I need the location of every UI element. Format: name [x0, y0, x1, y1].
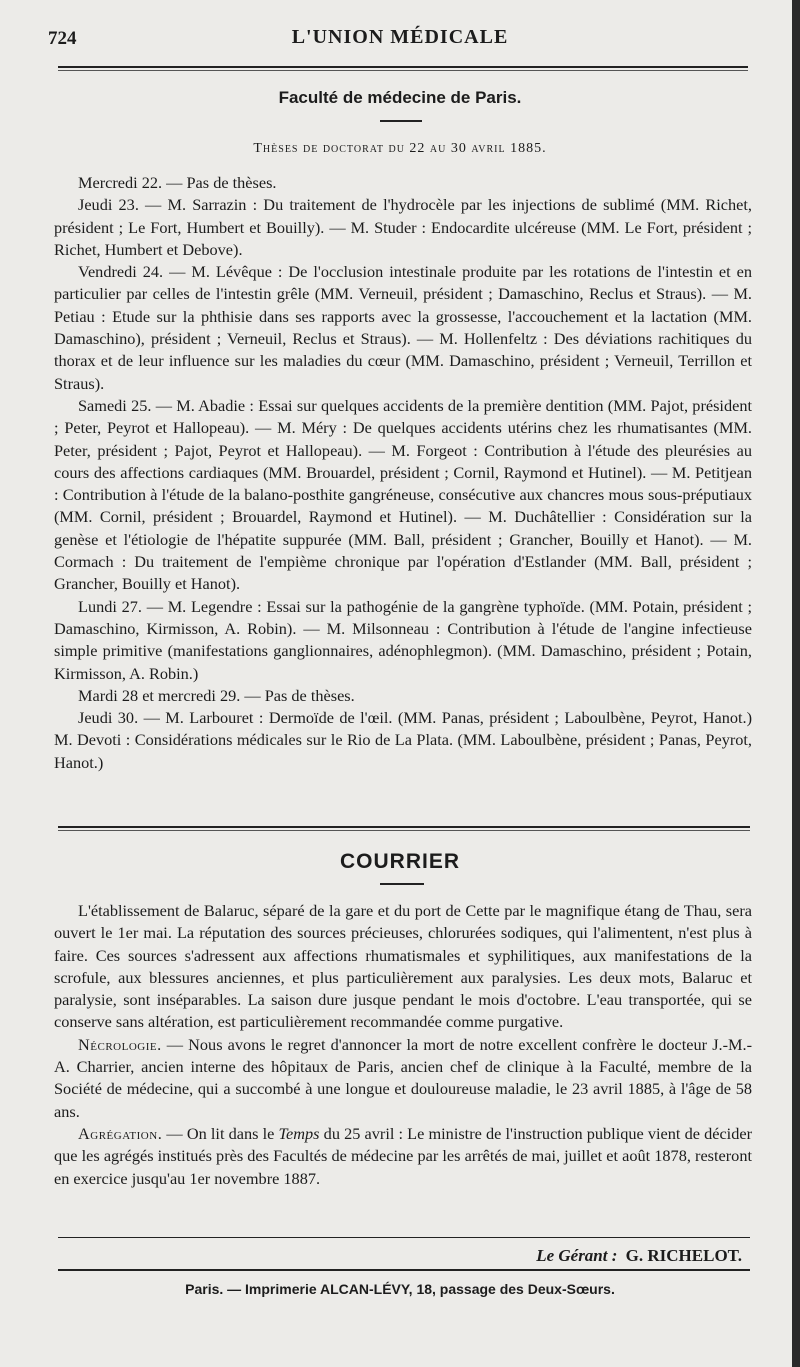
- faculte-title-rule: [380, 120, 422, 122]
- courrier-title: COURRIER: [339, 850, 460, 873]
- necrologie-text: — Nous avons le regret d'annoncer la mort de notre excellent confrère le docteur J.-M.-A. Charrier, ancien interne des hôpitaux de Paris, ancien chef de clinique à la Faculté, membre de la Société de médecine, qui a succombé à une longue et douloureuse maladie, le 23 avril 1885, à l'âge de 58 ans.: [54, 1034, 752, 1121]
- header-rule-thin: [58, 70, 748, 71]
- thesis-entry: Samedi 25. — M. Abadie : Essai sur quelques accidents de la première dentition (MM. Pajot, président ; Peter, Peyrot et Hallopeau). — M. Méry : De quelques accidents utérins chez les rhumatisantes (MM. Peter, président ; Pajot, Peyrot et Hallopeau). — M. Forgeot : Contribution à l'étude des pleurésies au cours des affections cardiaques (MM. Brouardel, président ; Cornil, Raymond et Hutinel). — M. Petitjean : Contribution à l'étude de la balano-posthite gangréneuse, consécutive aux chancres mous sous-préputiaux (MM. Cornil, président ; Brouardel, Raymond et Hutinel). — M. Duchâtellier : Considération sur la genèse et l'étiologie de l'hépatite suppurée (MM. Ball, président ; Grancher, Bouilly et Hanot). — M. Cormach : Du traitement de l'empième chronique par l'opération d'Estlander (MM. Ball, président ; Grancher, Bouilly et Hanot).: [54, 395, 752, 594]
- thesis-entry: Mercredi 22. — Pas de thèses.: [78, 173, 277, 192]
- journal-title: L'UNION MÉDICALE: [291, 26, 509, 48]
- imprint-line: Paris. — Imprimerie ALCAN-LÉVY, 18, passage des Deux-Sœurs.: [185, 1281, 615, 1297]
- footer-rule-2: [58, 1269, 750, 1271]
- temps-newspaper-name: Temps: [278, 1123, 320, 1143]
- faculte-title: Faculté de médecine de Paris.: [278, 88, 522, 107]
- courrier-title-rule: [380, 883, 424, 885]
- page-edge-shadow: [792, 0, 800, 1367]
- thesis-entry: Jeudi 30. — M. Larbouret : Dermoïde de l'œil. (MM. Panas, président ; Laboulbène, Peyrot, Hanot.) M. Devoti : Considérations médicales sur le Rio de La Plata. (MM. Laboulbène, président ; Panas, Peyrot, Hanot.): [54, 708, 752, 772]
- agregation-text-1: — On lit dans le: [162, 1123, 279, 1143]
- thesis-entry: Mardi 28 et mercredi 29. — Pas de thèses.: [78, 685, 355, 705]
- page-number: 724: [48, 28, 77, 49]
- necrologie-paragraph: [54, 1034, 752, 1123]
- gerant-name: G. RICHELOT.: [625, 1246, 742, 1265]
- thesis-entry: Vendredi 24. — M. Lévêque : De l'occlusion intestinale produite par les rotations de l'intestin et en particulier par celles de l'intestin grêle (MM. Verneuil, président ; Damaschino, Reclus et Straus). — M. Petiau : Etude sur la phthisie dans ses rapports avec la grossesse, l'accouchement et la lactation (MM. Damaschino), président ; Verneuil, Reclus et Straus). — M. Hollenfeltz : Des déviations rachitiques du thorax et de leur influence sur les maladies du cœur (MM. Damaschino, président ; Verneuil, Terrillon et Straus).: [54, 262, 752, 393]
- agregation-text-2: du 25 avril : Le ministre de l'instruction publique vient de décider que les agrégés institués près des Facultés de médecine par les arrêtés de mai, juillet et août 1878, resteront en exercice jusqu'au 1er novembre 1887.: [54, 1123, 752, 1188]
- agregation-label: Agrégation.: [78, 1123, 163, 1143]
- necrologie-label: Nécrologie.: [78, 1034, 162, 1054]
- header-rule: [58, 66, 748, 68]
- faculte-body: [54, 172, 752, 774]
- gerant-signature: [536, 1246, 742, 1266]
- thesis-entry: Lundi 27. — M. Legendre : Essai sur la pathogénie de la gangrène typhoïde. (MM. Potain, président ; Damaschino, Kirmisson, A. Robin). — M. Milsonneau : Contribution à l'étude de l'angine infectieuse simple primitive (manifestations ganglionnaires, adénophlegmon). (MM. Damaschino, président ; Potain, Kirmisson, A. Robin.): [54, 596, 752, 683]
- thesis-entry: Jeudi 23. — M. Sarrazin : Du traitement de l'hydrocèle par les injections de sublimé (MM. Richet, président ; Le Fort, Humbert et Bouilly). — M. Studer : Endocardite ulcéreuse (MM. Le Fort, président ; Richet, Humbert et Debove).: [54, 195, 752, 259]
- courrier-body: [54, 900, 752, 1190]
- balaruc-paragraph: L'établissement de Balaruc, séparé de la gare et du port de Cette par le magnifique étang de Thau, sera ouvert le 1er mai. La réputation des sources précieuses, chlorurées sodiques, qui l'alimentent, n'est plus à faire. Ces sources s'adressent aux affections rhumatismales et syphilitiques, aux manifestations de la scrofule, aux blessures anciennes, et plus particulièrement aux paralysies. Les deux mots, Balaruc et paralysie, sont inséparables. La saison dure jusque pendant le mois d'octobre. L'eau transportée, qui se conserve sans altération, est particulièrement recommandée comme purgative.: [54, 901, 752, 1032]
- section-divider: [58, 826, 750, 828]
- section-divider-2: [58, 830, 750, 831]
- gerant-label: Le Gérant :: [536, 1246, 618, 1265]
- faculte-subtitle: Thèses de doctorat du 22 au 30 avril 1885.: [253, 141, 547, 156]
- footer-rule: [58, 1237, 750, 1238]
- agregation-paragraph: [54, 1123, 752, 1190]
- page-header: [40, 26, 760, 62]
